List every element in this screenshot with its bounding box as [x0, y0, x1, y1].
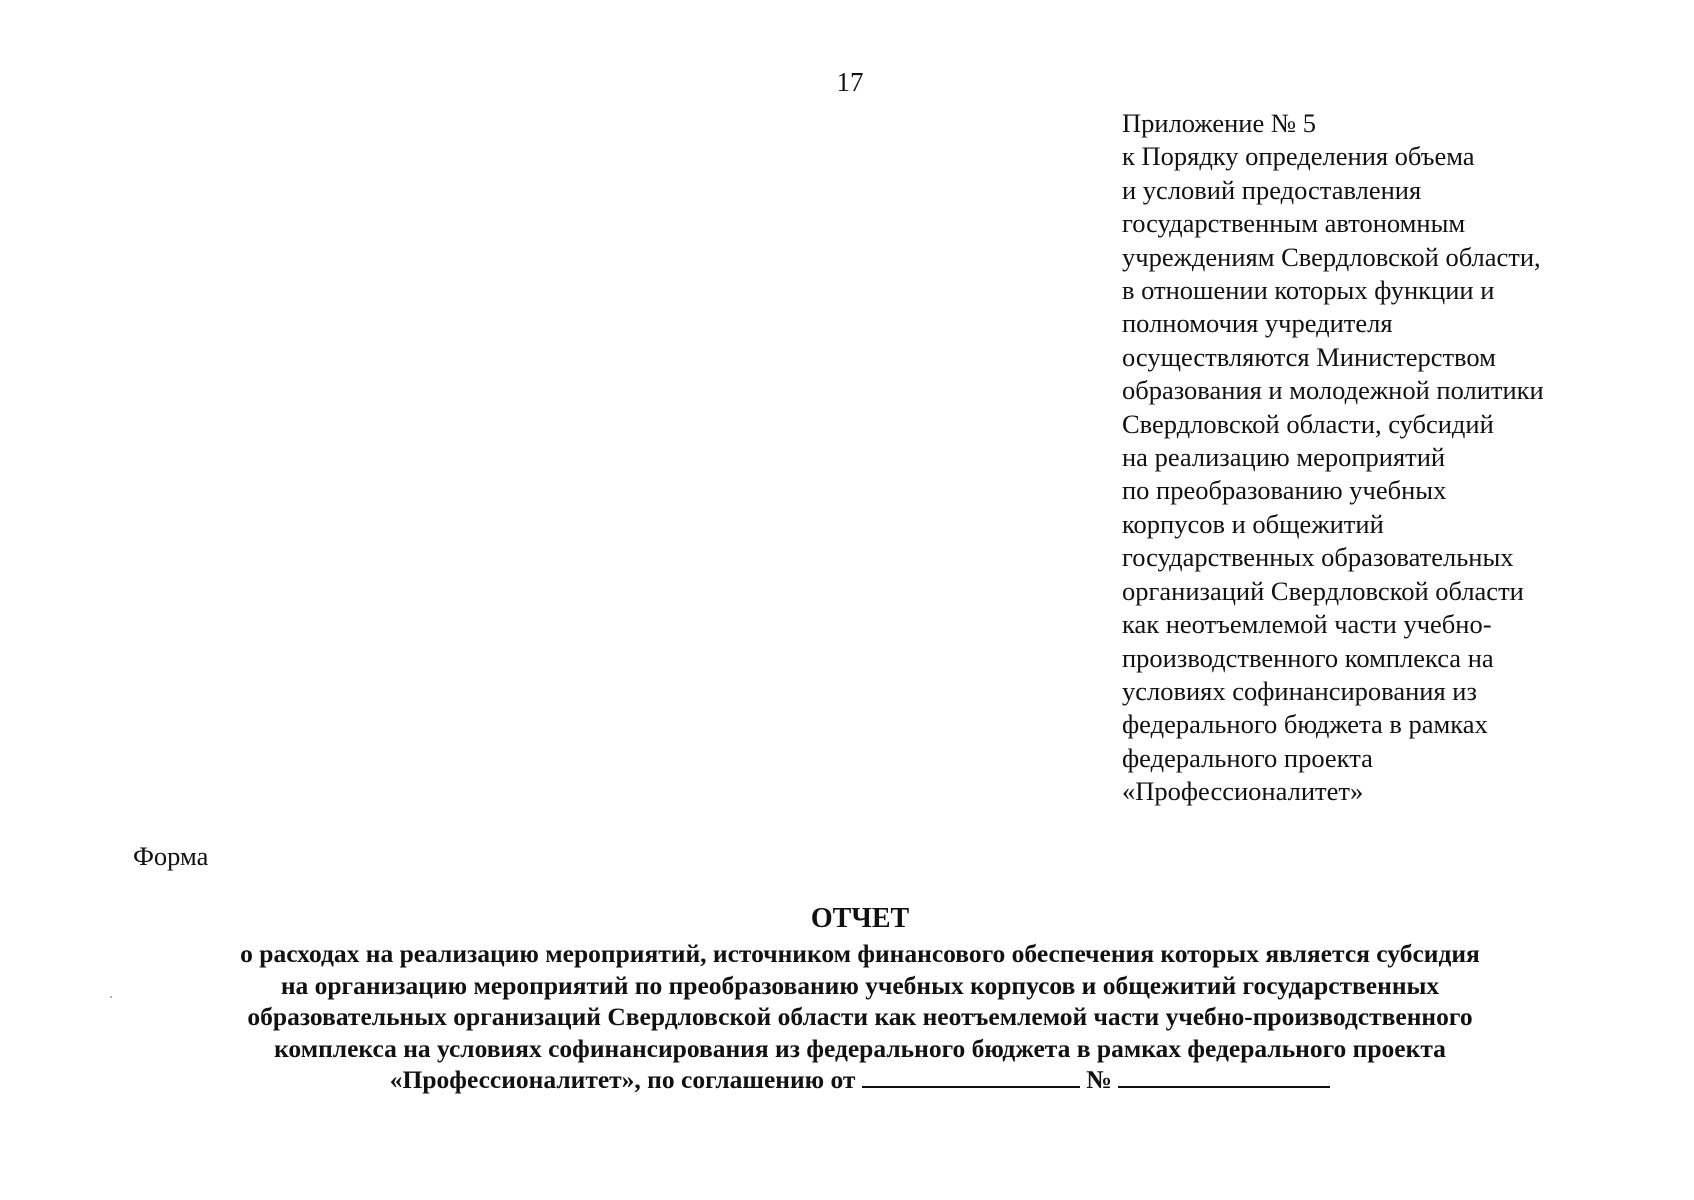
appendix-line: к Порядку определения объема: [1122, 141, 1475, 172]
report-last-line: [0, 1064, 1694, 1096]
report-description: [0, 938, 1694, 1096]
agreement-number-blank[interactable]: [1118, 1064, 1330, 1088]
appendix-line: и условий предоставления: [1122, 174, 1422, 205]
appendix-line: государственных образовательных: [1122, 542, 1514, 573]
appendix-line: образования и молодежной политики: [1122, 375, 1544, 406]
appendix-line: по преобразованию учебных: [1122, 475, 1447, 506]
appendix-line: «Профессионалитет»: [1122, 776, 1364, 807]
appendix-line: учреждениям Свердловской области,: [1122, 241, 1541, 272]
number-sign: №: [1086, 1065, 1112, 1095]
appendix-line: корпусов и общежитий: [1122, 508, 1384, 539]
appendix-line: условиях софинансирования из: [1122, 675, 1477, 706]
report-line: о расходах на реализацию мероприятий, источником финансового обеспечения которых является субсидия: [240, 939, 1480, 968]
appendix-line: Свердловской области, субсидий: [1122, 408, 1494, 439]
appendix-line: Приложение № 5: [1122, 108, 1317, 138]
appendix-line: производственного комплекса на: [1122, 642, 1494, 673]
agreement-prefix: «Профессионалитет», по соглашению от: [389, 1065, 856, 1095]
appendix-line: осуществляются Министерством: [1122, 341, 1496, 372]
appendix-line: полномочия учредителя: [1122, 308, 1393, 339]
appendix-line: государственным автономным: [1122, 208, 1466, 239]
appendix-line: федерального проекта: [1122, 742, 1373, 773]
appendix-line: организаций Свердловской области: [1122, 575, 1524, 606]
form-label: Форма: [133, 841, 209, 871]
page-number: 17: [836, 67, 864, 97]
scan-artifact: [110, 996, 112, 998]
appendix-line: на реализацию мероприятий: [1122, 442, 1446, 473]
appendix-line: федерального бюджета в рамках: [1122, 709, 1488, 740]
appendix-line: в отношении которых функции и: [1122, 275, 1495, 306]
report-line: на организацию мероприятий по преобразованию учебных корпусов и общежитий государственных: [280, 970, 1440, 1000]
report-line: образовательных организаций Свердловской области как неотъемлемой части учебно-производственного: [247, 1002, 1473, 1032]
agreement-date-blank[interactable]: [862, 1064, 1080, 1088]
appendix-line: как неотъемлемой части учебно-: [1122, 609, 1492, 640]
report-line: комплекса на условиях софинансирования из федерального бюджета в рамках федерального проекта: [274, 1033, 1446, 1063]
report-title: ОТЧЕТ: [810, 903, 910, 934]
appendix-block: [1122, 107, 1642, 809]
